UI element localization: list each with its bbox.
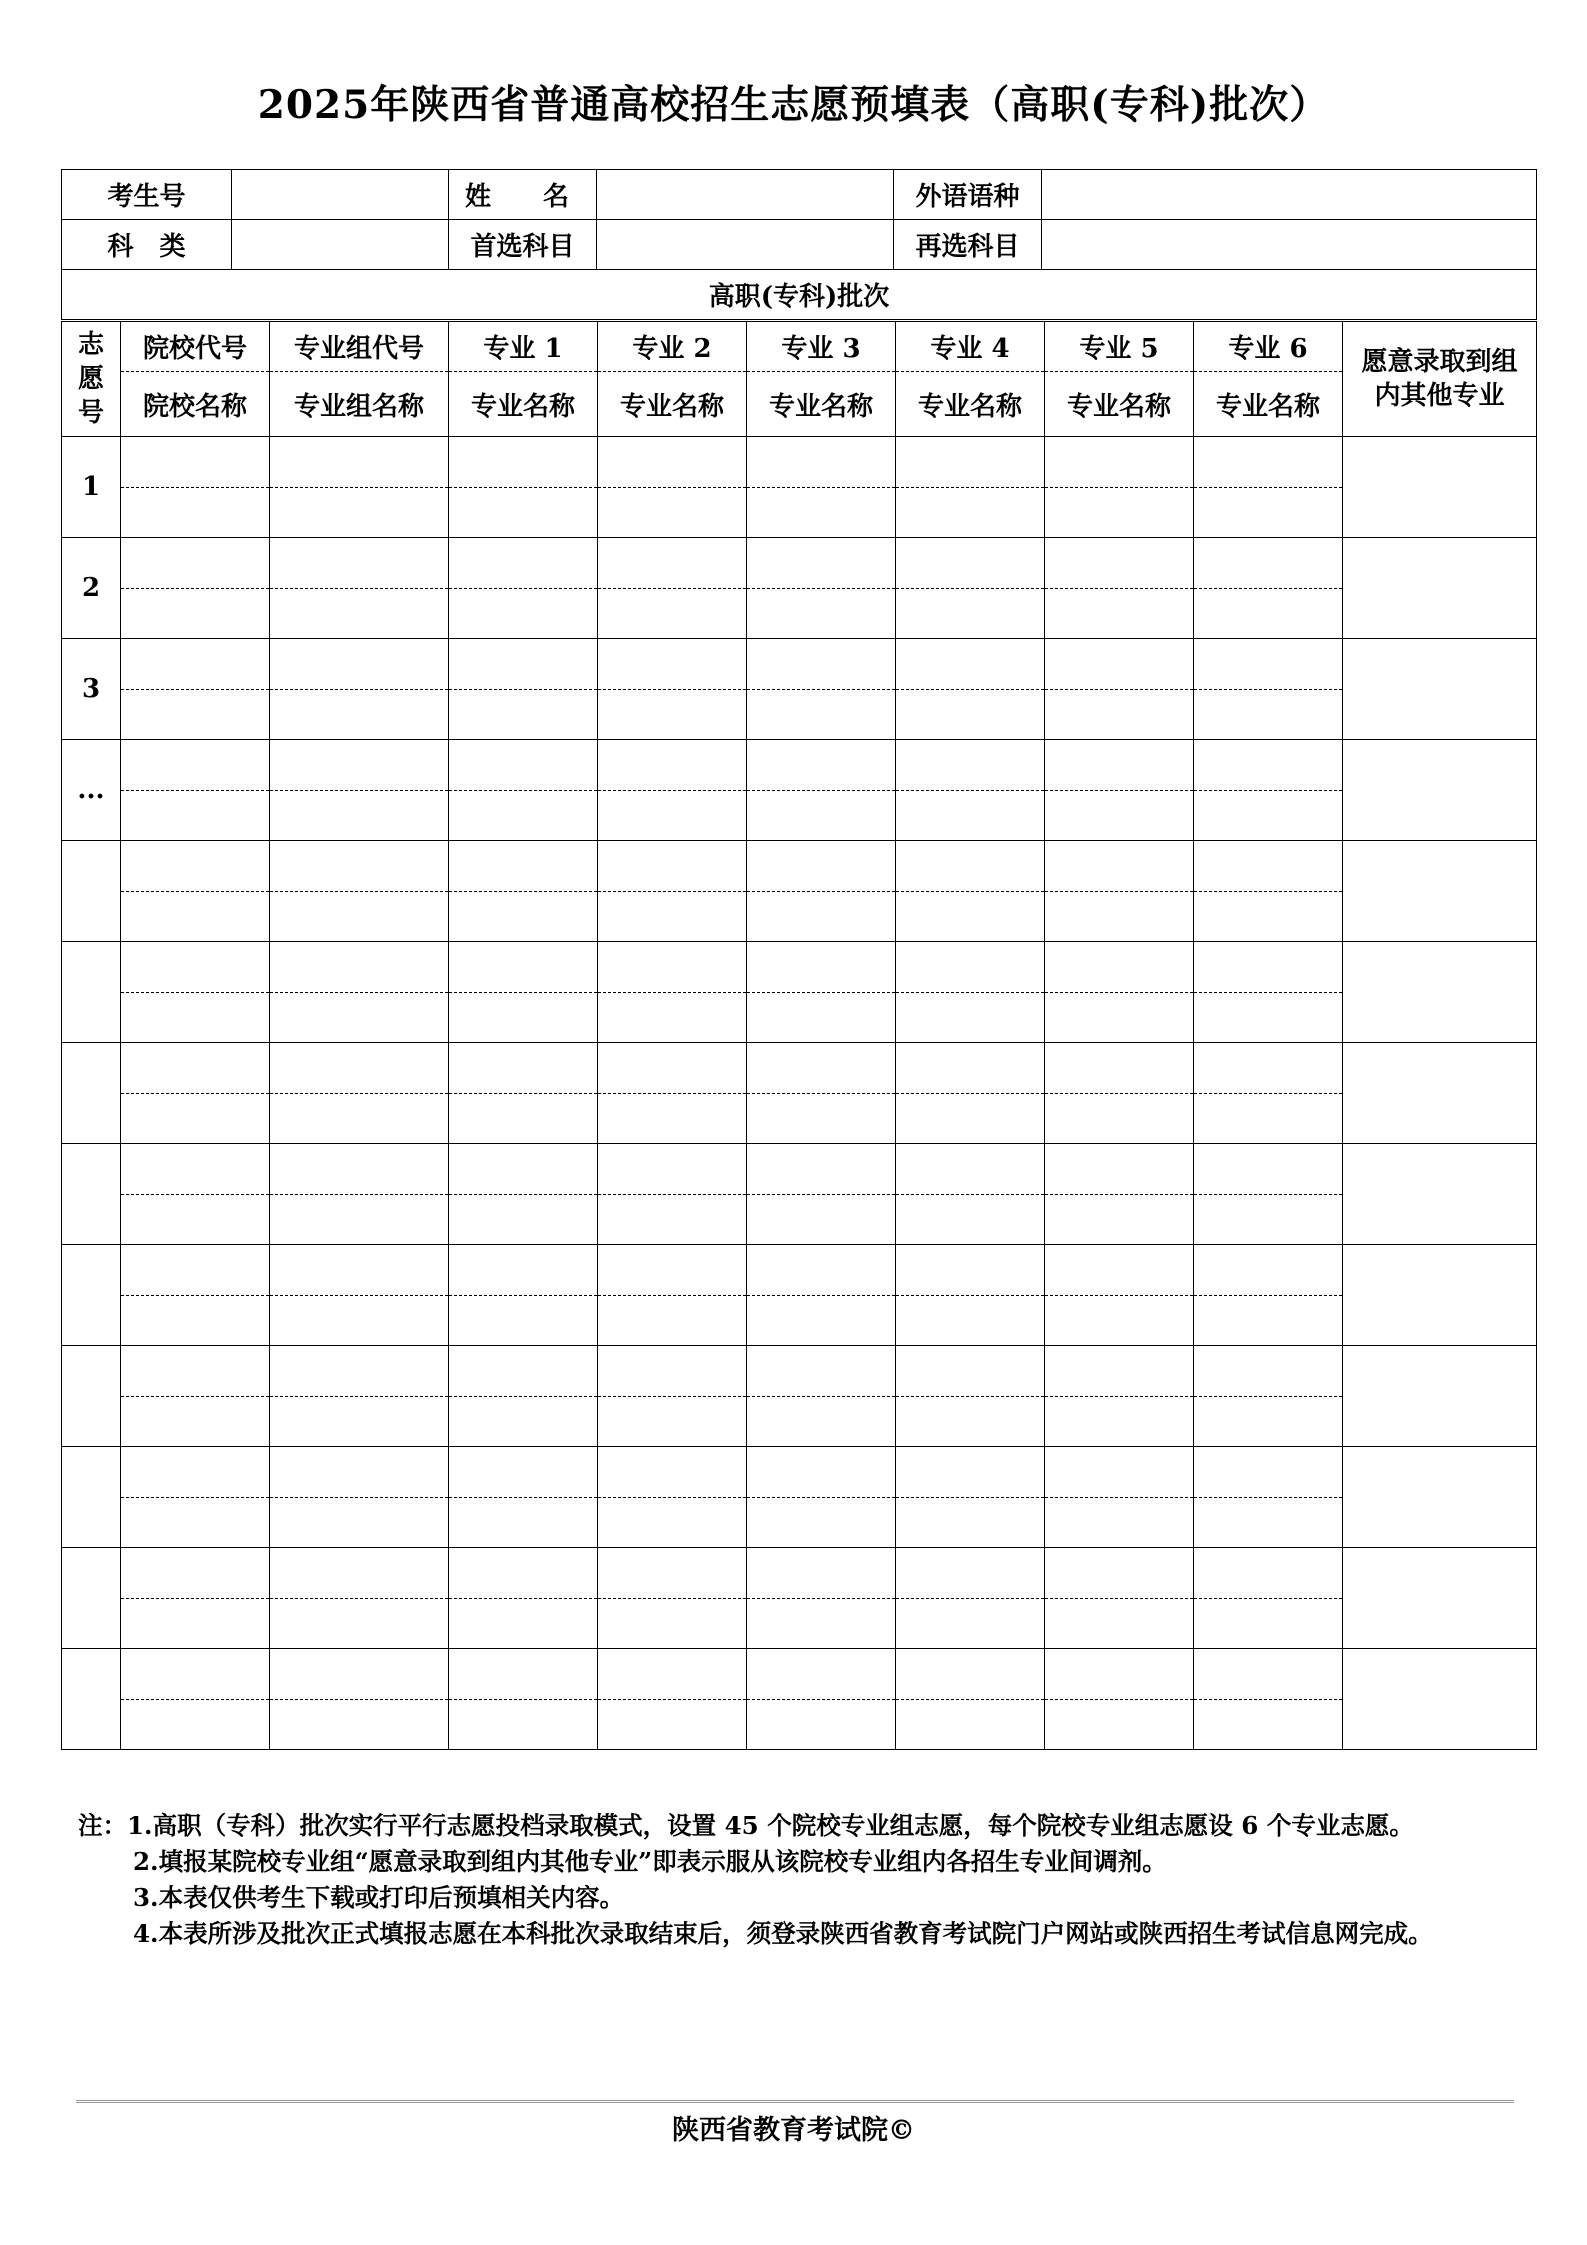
major-name-header-1: 专业名称 [449,372,598,437]
major-code-cell[interactable] [1194,1346,1343,1397]
major-code-cell[interactable] [1194,1043,1343,1094]
major-name-cell[interactable] [1045,689,1194,740]
adjust-cell[interactable] [1343,841,1537,942]
major-name-cell[interactable] [1045,487,1194,538]
school-code-cell[interactable] [121,740,270,791]
major-name-cell[interactable] [1045,1194,1194,1245]
major-code-cell[interactable] [449,841,598,892]
major-code-cell[interactable] [1045,841,1194,892]
second-subject-label: 再选科目 [894,220,1042,270]
major-name-cell[interactable] [747,1396,896,1447]
group-code-cell[interactable] [270,639,449,690]
major-code-cell[interactable] [1194,538,1343,589]
school-code-cell[interactable] [121,437,270,488]
major-name-cell[interactable] [598,1699,747,1750]
group-code-cell[interactable] [270,538,449,589]
major-code-cell[interactable] [1194,1548,1343,1599]
major-code-cell[interactable] [449,1144,598,1195]
school-code-cell[interactable] [121,942,270,993]
major-name-cell[interactable] [1194,487,1343,538]
language-field[interactable] [1042,170,1537,220]
page-title: 2025年陕西省普通高校招生志愿预填表（高职(专科)批次） [257,82,1330,128]
major-name-cell[interactable] [1194,891,1343,942]
major-header-3: 专业 3 [747,322,896,372]
major-name-cell[interactable] [1194,1396,1343,1447]
major-code-cell[interactable] [598,1245,747,1296]
major-name-header-6: 专业名称 [1194,372,1343,437]
major-code-cell[interactable] [598,740,747,791]
major-name-cell[interactable] [449,487,598,538]
major-code-cell[interactable] [449,639,598,690]
major-name-cell[interactable] [449,1093,598,1144]
pref-number [62,1447,121,1548]
major-name-cell[interactable] [896,1396,1045,1447]
adjust-cell[interactable] [1343,1144,1537,1245]
group-name-cell[interactable] [270,689,449,740]
major-name-cell[interactable] [896,1093,1045,1144]
school-code-cell[interactable] [121,1548,270,1599]
pref-number [62,1144,121,1245]
group-name-cell[interactable] [270,487,449,538]
school-code-cell[interactable] [121,538,270,589]
major-name-header-5: 专业名称 [1045,372,1194,437]
major-code-cell[interactable] [896,1346,1045,1397]
group-code-cell[interactable] [270,1548,449,1599]
major-code-cell[interactable] [1045,1346,1194,1397]
group-code-cell[interactable] [270,841,449,892]
preference-table [61,321,1537,1750]
first-subject-field[interactable] [597,220,894,270]
major-code-cell[interactable] [1194,1144,1343,1195]
major-code-cell[interactable] [598,1649,747,1700]
major-name-header-2: 专业名称 [598,372,747,437]
major-code-cell[interactable] [747,639,896,690]
major-code-cell[interactable] [1194,942,1343,993]
major-name-cell[interactable] [1045,992,1194,1043]
major-name-cell[interactable] [1194,1699,1343,1750]
major-name-cell[interactable] [1045,588,1194,639]
major-name-header-4: 专业名称 [896,372,1045,437]
major-name-cell[interactable] [896,1295,1045,1346]
pref-number [62,1043,121,1144]
adjust-cell[interactable] [1343,1245,1537,1346]
major-name-cell[interactable] [1045,1699,1194,1750]
major-name-cell[interactable] [1194,1295,1343,1346]
school-name-cell[interactable] [121,588,270,639]
major-name-cell[interactable] [747,1497,896,1548]
major-name-cell[interactable] [1045,1093,1194,1144]
major-code-cell[interactable] [747,1649,896,1700]
school-code-cell[interactable] [121,1245,270,1296]
major-name-cell[interactable] [896,1497,1045,1548]
group-name-cell[interactable] [270,1093,449,1144]
note-2: 2.填报某院校专业组“愿意录取到组内其他专业”即表示服从该院校专业组内各招生专业间调剂。 [133,1847,1167,1876]
major-name-cell[interactable] [1194,689,1343,740]
major-code-cell[interactable] [1194,841,1343,892]
adjust-cell[interactable] [1343,942,1537,1043]
major-code-cell[interactable] [1045,437,1194,488]
school-code-cell[interactable] [121,1447,270,1498]
major-code-cell[interactable] [896,1548,1045,1599]
major-name-cell[interactable] [896,689,1045,740]
major-name-cell[interactable] [598,1194,747,1245]
pref-number [62,942,121,1043]
major-code-cell[interactable] [896,639,1045,690]
candidate-info-table [61,169,1537,320]
major-code-cell[interactable] [598,942,747,993]
major-name-cell[interactable] [1045,790,1194,841]
major-name-cell[interactable] [598,1093,747,1144]
major-name-cell[interactable] [1194,1093,1343,1144]
major-name-cell[interactable] [449,790,598,841]
note-4: 4.本表所涉及批次正式填报志愿在本科批次录取结束后，须登录陕西省教育考试院门户网站或陕西招生考试信息网完成。 [133,1919,1433,1948]
school-name-cell[interactable] [121,1093,270,1144]
school-name-cell[interactable] [121,1396,270,1447]
adjust-cell[interactable] [1343,538,1537,639]
major-code-cell[interactable] [896,437,1045,488]
major-name-cell[interactable] [449,891,598,942]
major-name-cell[interactable] [1194,588,1343,639]
adjust-cell[interactable] [1343,437,1537,538]
adjust-cell[interactable] [1343,639,1537,740]
major-name-cell[interactable] [1045,1598,1194,1649]
major-code-cell[interactable] [896,942,1045,993]
pref-no-header-text: 志愿号 [77,330,104,428]
group-code-cell[interactable] [270,1346,449,1397]
group-name-cell[interactable] [270,588,449,639]
major-code-cell[interactable] [1045,1548,1194,1599]
major-name-header-3: 专业名称 [747,372,896,437]
major-code-cell[interactable] [449,1245,598,1296]
school-name-cell[interactable] [121,1194,270,1245]
language-label: 外语语种 [894,170,1042,220]
exam-no-label: 考生号 [62,170,232,220]
group-name-cell[interactable] [270,1497,449,1548]
major-header-4: 专业 4 [896,322,1045,372]
major-code-cell[interactable] [598,538,747,589]
major-name-cell[interactable] [896,1699,1045,1750]
major-name-cell[interactable] [747,891,896,942]
major-name-cell[interactable] [747,1598,896,1649]
major-name-cell[interactable] [1045,1497,1194,1548]
pref-number [62,841,121,942]
pref-number: ... [62,740,121,841]
major-code-cell[interactable] [1045,1649,1194,1700]
major-code-cell[interactable] [449,1346,598,1397]
major-code-cell[interactable] [598,639,747,690]
major-code-cell[interactable] [747,1043,896,1094]
major-code-cell[interactable] [896,1447,1045,1498]
school-code-cell[interactable] [121,1144,270,1195]
major-code-cell[interactable] [747,841,896,892]
group-name-cell[interactable] [270,1598,449,1649]
major-code-cell[interactable] [449,942,598,993]
school-code-cell[interactable] [121,1346,270,1397]
group-code-cell[interactable] [270,1144,449,1195]
group-name-cell[interactable] [270,790,449,841]
major-name-cell[interactable] [747,1699,896,1750]
group-code-cell[interactable] [270,1649,449,1700]
major-code-cell[interactable] [449,538,598,589]
major-name-cell[interactable] [896,1194,1045,1245]
major-name-cell[interactable] [1194,790,1343,841]
school-code-header: 院校代号 [121,322,270,372]
exam-no-field[interactable] [232,170,449,220]
major-code-cell[interactable] [747,1346,896,1397]
major-code-cell[interactable] [896,740,1045,791]
major-name-cell[interactable] [896,487,1045,538]
major-code-cell[interactable] [598,841,747,892]
group-code-header: 专业组代号 [270,322,449,372]
pref-number [62,1346,121,1447]
major-name-cell[interactable] [747,487,896,538]
major-name-cell[interactable] [598,1295,747,1346]
major-name-cell[interactable] [449,1295,598,1346]
major-code-cell[interactable] [1194,1447,1343,1498]
adjust-header-text: 愿意录取到组内其他专业 [1361,347,1518,411]
pref-number: 3 [62,639,121,740]
group-code-cell[interactable] [270,437,449,488]
adjust-cell[interactable] [1343,1346,1537,1447]
group-code-cell[interactable] [270,1043,449,1094]
major-name-cell[interactable] [449,992,598,1043]
group-name-cell[interactable] [270,1295,449,1346]
major-code-cell[interactable] [449,740,598,791]
school-code-cell[interactable] [121,1043,270,1094]
major-name-cell[interactable] [598,588,747,639]
category-field[interactable] [232,220,449,270]
school-name-cell[interactable] [121,689,270,740]
group-name-cell[interactable] [270,992,449,1043]
major-code-cell[interactable] [747,437,896,488]
school-name-cell[interactable] [121,487,270,538]
major-name-cell[interactable] [747,992,896,1043]
major-name-cell[interactable] [896,588,1045,639]
major-name-cell[interactable] [1045,1295,1194,1346]
group-code-cell[interactable] [270,1447,449,1498]
major-code-cell[interactable] [598,1447,747,1498]
group-code-cell[interactable] [270,1245,449,1296]
major-name-cell[interactable] [1194,1598,1343,1649]
adjust-cell[interactable] [1343,1649,1537,1750]
major-code-cell[interactable] [1045,1245,1194,1296]
major-code-cell[interactable] [747,942,896,993]
major-code-cell[interactable] [747,1548,896,1599]
note-3: 3.本表仅供考生下载或打印后预填相关内容。 [133,1883,625,1912]
major-name-cell[interactable] [449,1497,598,1548]
major-header-6: 专业 6 [1194,322,1343,372]
adjust-cell[interactable] [1343,1447,1537,1548]
first-subject-label: 首选科目 [449,220,597,270]
pref-no-header [62,322,121,437]
adjust-cell[interactable] [1343,1043,1537,1144]
major-code-cell[interactable] [449,1043,598,1094]
group-code-cell[interactable] [270,942,449,993]
major-name-cell[interactable] [449,588,598,639]
major-code-cell[interactable] [896,1649,1045,1700]
major-code-cell[interactable] [449,437,598,488]
major-name-cell[interactable] [896,992,1045,1043]
major-code-cell[interactable] [598,1346,747,1397]
adjust-cell[interactable] [1343,1548,1537,1649]
major-name-cell[interactable] [1045,891,1194,942]
major-name-cell[interactable] [598,891,747,942]
major-code-cell[interactable] [1045,740,1194,791]
pref-number [62,1548,121,1649]
school-code-cell[interactable] [121,639,270,690]
notes [78,1808,1518,1952]
school-name-cell[interactable] [121,992,270,1043]
footer-copyright: 陕西省教育考试院© [672,2115,915,2146]
group-name-cell[interactable] [270,1699,449,1750]
major-code-cell[interactable] [896,538,1045,589]
major-code-cell[interactable] [1045,1043,1194,1094]
batch-label: 高职(专科)批次 [62,270,1537,320]
major-code-cell[interactable] [449,1548,598,1599]
major-name-cell[interactable] [598,992,747,1043]
group-name-cell[interactable] [270,891,449,942]
major-name-cell[interactable] [1194,1194,1343,1245]
major-code-cell[interactable] [598,1043,747,1094]
major-code-cell[interactable] [747,1245,896,1296]
school-name-cell[interactable] [121,1699,270,1750]
major-code-cell[interactable] [598,1144,747,1195]
group-code-cell[interactable] [270,740,449,791]
major-name-cell[interactable] [896,1598,1045,1649]
major-code-cell[interactable] [747,1144,896,1195]
major-code-cell[interactable] [1194,740,1343,791]
pref-number: 1 [62,437,121,538]
major-name-cell[interactable] [598,689,747,740]
pref-number: 2 [62,538,121,639]
second-subject-field[interactable] [1042,220,1537,270]
adjust-cell[interactable] [1343,740,1537,841]
major-name-cell[interactable] [598,790,747,841]
school-code-cell[interactable] [121,841,270,892]
major-code-cell[interactable] [598,1548,747,1599]
major-name-cell[interactable] [449,1194,598,1245]
major-name-cell[interactable] [1194,1497,1343,1548]
school-name-cell[interactable] [121,790,270,841]
major-name-cell[interactable] [1194,992,1343,1043]
major-name-cell[interactable] [747,790,896,841]
school-code-cell[interactable] [121,1649,270,1700]
school-name-cell[interactable] [121,1497,270,1548]
major-code-cell[interactable] [896,1144,1045,1195]
major-header-1: 专业 1 [449,322,598,372]
major-header-5: 专业 5 [1045,322,1194,372]
major-code-cell[interactable] [1194,639,1343,690]
major-code-cell[interactable] [1045,639,1194,690]
group-name-header: 专业组名称 [270,372,449,437]
group-name-cell[interactable] [270,1194,449,1245]
major-code-cell[interactable] [747,1447,896,1498]
group-name-cell[interactable] [270,1396,449,1447]
major-code-cell[interactable] [449,1447,598,1498]
major-code-cell[interactable] [1045,942,1194,993]
major-name-cell[interactable] [1045,1396,1194,1447]
major-code-cell[interactable] [747,538,896,589]
major-name-cell[interactable] [598,1598,747,1649]
major-name-cell[interactable] [896,891,1045,942]
major-name-cell[interactable] [449,1699,598,1750]
category-label: 科 类 [62,220,232,270]
major-name-cell[interactable] [747,689,896,740]
major-name-cell[interactable] [449,1396,598,1447]
major-name-cell[interactable] [747,588,896,639]
major-name-cell[interactable] [747,1194,896,1245]
major-code-cell[interactable] [896,1043,1045,1094]
major-name-cell[interactable] [598,1497,747,1548]
major-code-cell[interactable] [449,1649,598,1700]
major-code-cell[interactable] [896,841,1045,892]
adjust-header [1343,322,1537,437]
major-code-cell[interactable] [747,740,896,791]
major-code-cell[interactable] [1194,1649,1343,1700]
major-code-cell[interactable] [598,437,747,488]
school-name-cell[interactable] [121,891,270,942]
major-name-cell[interactable] [747,1295,896,1346]
major-name-cell[interactable] [449,1598,598,1649]
name-field[interactable] [597,170,894,220]
major-header-2: 专业 2 [598,322,747,372]
major-name-cell[interactable] [896,790,1045,841]
major-code-cell[interactable] [1045,1144,1194,1195]
major-name-cell[interactable] [449,689,598,740]
major-code-cell[interactable] [1194,1245,1343,1296]
major-code-cell[interactable] [896,1245,1045,1296]
note-1: 注：1.高职（专科）批次实行平行志愿投档录取模式，设置 45 个院校专业组志愿，每个院校专业组志愿设 6 个专业志愿。 [78,1811,1414,1840]
pref-number [62,1245,121,1346]
major-code-cell[interactable] [1045,1447,1194,1498]
pref-number [62,1649,121,1750]
name-label: 姓 名 [449,170,597,220]
major-code-cell[interactable] [1045,538,1194,589]
school-name-header: 院校名称 [121,372,270,437]
major-name-cell[interactable] [598,487,747,538]
major-name-cell[interactable] [598,1396,747,1447]
school-name-cell[interactable] [121,1295,270,1346]
school-name-cell[interactable] [121,1598,270,1649]
major-name-cell[interactable] [747,1093,896,1144]
major-code-cell[interactable] [1194,437,1343,488]
footer-divider [76,2100,1514,2103]
